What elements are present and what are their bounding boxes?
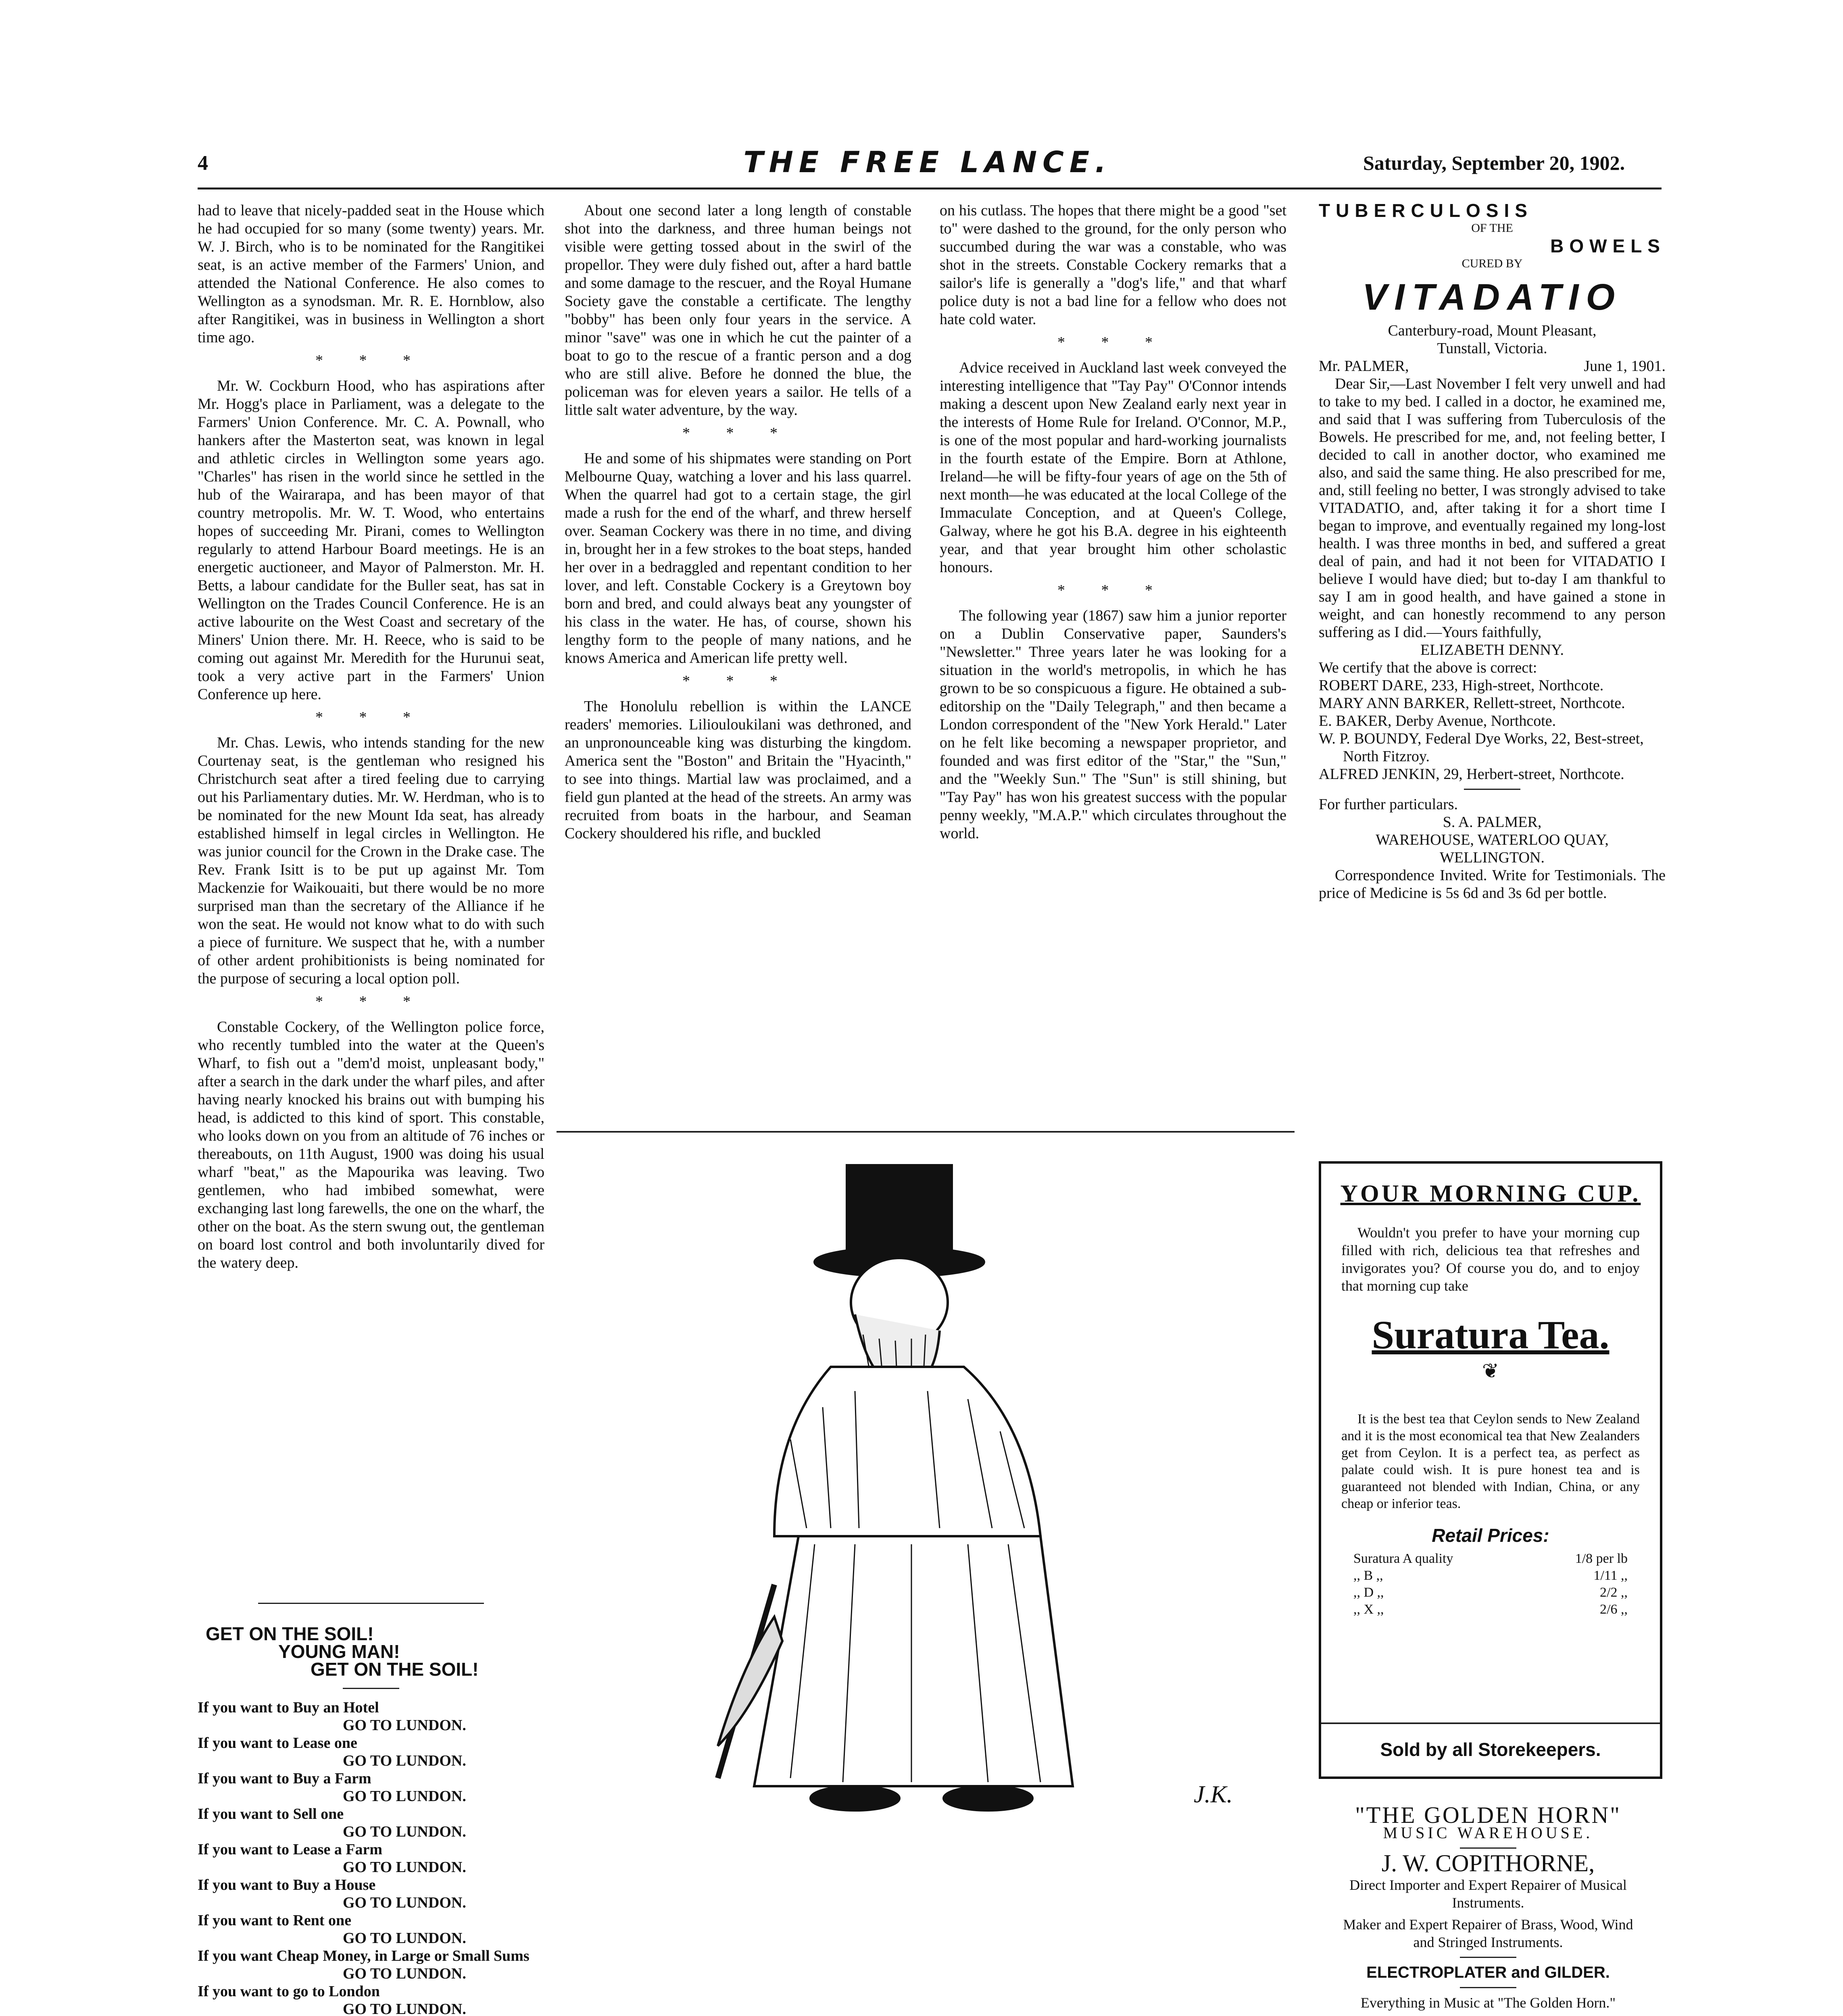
soil-go-to: GO TO LUNDON. (343, 1717, 466, 1734)
separator-stars: * * * (315, 352, 427, 369)
vit-witness: MARY ANN BARKER, Rellett-street, Northcote. (1319, 695, 1625, 712)
tea-brand: Suratura Tea. (1372, 1312, 1609, 1357)
tea-price-value: 1/11 ,, (1593, 1568, 1628, 1583)
soil-line: If you want to Sell one (198, 1806, 344, 1822)
col1-paragraph: Constable Cockery, of the Wellington police force, who recently tumbled into the water at the Queen's Wharf, to fish out a "dem'd moist, unpleasant body," after a search in the dark under the wharf piles, and after having nearly knocked his brains out with bumping his head, is addicted to this kind of sport. This constable, who looks down on you from an altitude of 76 inches or thereabouts, on 11th August, 1900 was doing his usual wharf "beat," as the Mapourika was leaving. Two gentlemen, who had imbibed somewhat, were exchanging last long farewells, the one on the wharf, the other on the boat. As the stern swung out, the gentleman on board lost control and both involuntarily dived for the watery deep. (198, 1018, 544, 1271)
soil-line: If you want to Buy an Hotel (198, 1699, 379, 1716)
vit-witness: W. P. BOUNDY, Federal Dye Works, 22, Best-street, North Fitzroy. (1319, 730, 1644, 765)
vit-certify: We certify that the above is correct: (1319, 659, 1537, 676)
col2-paragraph: About one second later a long length of constable shot into the darkness, and three human beings not visible were getting tossed about in the swirl of the propellor. They were duly fished out, after a hard battle and some damage to the rescuer, and the Royal Humane Society gave the constable a certificate. The lengthy "bobby" has been only four years in the service. A minor "save" was one in which he cut the painter of a boat to go to the rescue of a frantic person and a dog who are still alive. Before he donned the blue, the policeman was for eleven years a sailor. He tells of a little salt water adventure, by the way. (565, 202, 911, 419)
soil-go-to: GO TO LUNDON. (343, 1752, 466, 1769)
tea-price-quality: ,, X ,, (1353, 1602, 1384, 1617)
col1-paragraph: Mr. W. Cockburn Hood, who has aspirations after Mr. Hogg's place in Parliament, was a delegate to the Farmers' Union Conference. Mr. C. A. Pownall, who hankers after the Masterton seat, was known in legal and athletic circles in Wellington some years ago. "Charles" has risen in the world since he settled in the hub of the Wairarapa, and has been mayor of that country metropolis. Mr. W. T. Wood, who entertains hopes of succeeding Mr. Pirani, comes to Wellington regularly to attend Harbour Board meetings. He is an energetic auctioneer, and Mayor of Palmerston. Mr. H. Betts, a labour candidate for the Buller seat, has sat in Wellington on the Trades Council Conference. He is an active labourite on the West Coast and secretary of the Miners' Union there. Mr. H. Reece, who is said to be coming out against Mr. Meredith for the Hurunui seat, took a very active part in the Farmers' Union Conference up here. (198, 377, 544, 703)
cartoon-illustration (565, 1141, 1295, 1859)
col1-paragraph: Mr. Chas. Lewis, who intends standing for the new Courtenay seat, is the gentleman who resigned his Christchurch seat after a tired feeling due to carrying out his Parliamentary duties. Mr. W. Herdman, who is to be nominated for the new Mount Ida seat, has already established himself in legal circles in Wellington. He was junior council for the Crown in the Drake case. The Rev. Frank Isitt is to be put up against Mr. Tom Mackenzie for Waikouaiti, but there would be no more surprised man than the secretary of the Alliance if he won the seat. He would not know what to do with such a piece of furniture. We suspect that he, with a number of other ardent prohibitionists is being nominated for the purpose of securing a local option poll. (198, 734, 544, 987)
vit-h4: CURED BY (1461, 257, 1523, 270)
horn-line3: ELECTROPLATER and GILDER. (1366, 1964, 1610, 1981)
tea-rule (1321, 1722, 1660, 1724)
soil-go-to: GO TO LUNDON. (343, 1894, 466, 1911)
horn-line1: Direct Importer and Expert Repairer of Musical Instruments. (1349, 1877, 1627, 1911)
column-1 (198, 202, 544, 1276)
soil-line: If you want to Lease one (198, 1735, 357, 1752)
tea-title: YOUR MORNING CUP. (1340, 1180, 1641, 1207)
vit-witness: ROBERT DARE, 233, High-street, Northcote. (1319, 677, 1604, 694)
vit-salute: Mr. PALMER, (1319, 358, 1409, 375)
tea-price-value: 2/6 ,, (1600, 1602, 1628, 1617)
vit-h2: OF THE (1471, 221, 1513, 235)
tea-footer: Sold by all Storekeepers. (1380, 1739, 1601, 1760)
soil-lines (198, 1699, 544, 2016)
soil-line: If you want to go to London (198, 1983, 380, 2000)
horn-owner: J. W. COPITHORNE, (1381, 1850, 1595, 1876)
column-2 (565, 202, 911, 847)
tea-price-value: 1/8 per lb (1575, 1551, 1628, 1566)
issue-date: Saturday, September 20, 1902. (1363, 152, 1625, 174)
col1-paragraph: had to leave that nicely-padded seat in the House which he had occupied for so many (some twenty) years. Mr. W. J. Birch, who is to be nominated for the Rangitikei seat, is an active member of the Farmers' Union, and attended the National Conference. He also comes to Wellington as a synodsman. Mr. R. E. Hornblow, also after Rangitikei, was in business in Wellington a short time ago. (198, 202, 544, 346)
page-number: 4 (198, 152, 208, 175)
divider (1460, 1957, 1516, 1958)
soil-heading-3: GET ON THE SOIL! (311, 1659, 479, 1680)
tea-prices-label: Retail Prices: (1432, 1525, 1549, 1546)
vit-further: For further particulars. (1319, 796, 1458, 813)
tea-price-quality: ,, D ,, (1353, 1585, 1384, 1600)
tea-price-row (1353, 1550, 1628, 1567)
soil-line: If you want to Lease a Farm (198, 1841, 383, 1858)
illustration-top-rule (557, 1131, 1295, 1133)
separator-stars: * * * (1057, 334, 1169, 351)
tea-intro: Wouldn't you prefer to have your morning cup filled with rich, delicious tea that refreshes and invigorates you? Of course you do, and to enjoy that morning cup take (1341, 1225, 1640, 1294)
soil-line: If you want to Rent one (198, 1912, 352, 1929)
tea-price-value: 2/2 ,, (1600, 1585, 1628, 1600)
soil-ad (198, 1625, 544, 2016)
vit-salute-row (1319, 357, 1666, 375)
separator-stars: * * * (682, 673, 794, 689)
soil-line: If you want to Buy a House (198, 1876, 376, 1893)
soil-line: If you want to Buy a Farm (198, 1770, 371, 1787)
horn-ad (1319, 1802, 1657, 2016)
divider (343, 1688, 399, 1689)
soil-go-to: GO TO LUNDON. (343, 1930, 466, 1947)
vit-addr2: Tunstall, Victoria. (1437, 340, 1547, 357)
ornament-icon: ❦ (1482, 1360, 1499, 1382)
tea-price-row (1353, 1601, 1628, 1618)
tea-price-row (1353, 1567, 1628, 1584)
vit-addr1: Canterbury-road, Mount Pleasant, (1388, 322, 1597, 339)
vit-witness: E. BAKER, Derby Avenue, Northcote. (1319, 712, 1556, 729)
vit-agent: S. A. PALMER, (1443, 814, 1542, 831)
divider (1464, 789, 1520, 790)
tea-price-quality: ,, B ,, (1353, 1568, 1383, 1583)
col2-paragraph: The Honolulu rebellion is within the LANCE readers' memories. Liliouloukilani was dethroned, and an unpronounceable king was disturbing the kingdom. America sent the "Boston" and Britain the "Hyacinth," to see into things. Martial law was proclaimed, and a field gun planted at the head of the streets. An army was recruited from boats in the harbour, and Seaman Cockery shouldered his rifle, and buckled (565, 698, 911, 842)
soil-line: If you want Cheap Money, in Large or Small Sums (198, 1947, 530, 1964)
vit-city: WELLINGTON. (1440, 849, 1545, 866)
soil-go-to: GO TO LUNDON. (343, 1859, 466, 1876)
separator-stars: * * * (315, 993, 427, 1010)
tea-price-row (1353, 1584, 1628, 1601)
soil-go-to: GO TO LUNDON. (343, 2001, 466, 2016)
horn-title: "THE GOLDEN HORN" (1355, 1802, 1621, 1828)
column-3 (940, 202, 1286, 847)
col3-paragraph: on his cutlass. The hopes that there might be a good "set to" were dashed to the ground, for the only person who succumbed during the war was a constable, who was shot in the streets. Constable Cockery remarks that a sailor's life is generally a "dog's life," and that wharf police duty is not a bad line for a fellow who does not hate cold water. (940, 202, 1286, 328)
vit-letter: Dear Sir,—Last November I felt very unwell and had to take to my bed. I called in a doctor, he examined me, and said that I was suffering from Tuberculosis of the Bowels. He prescribed for me, and, not feeling better, I decided to call in another doctor, who examined me also, and said the same thing. He also prescribed for me, and, still feeling no better, I was strongly advised to take VITADATIO, and, after taking it for a short time I began to improve, and eventually regained my long-lost health. I was three months in bed, and suffered a great deal of pain, and had it not been for VITADATIO I believe I would have died; but to-day I am thankful to say I am in good health, and have gained a stone in weight, and can honestly recommend to any person suffering as I did.—Yours faithfully, (1319, 375, 1666, 641)
cartoon-signature: J.K. (1194, 1781, 1233, 1808)
col3-paragraph: Advice received in Auckland last week conveyed the interesting intelligence that "Tay Pay" O'Connor intends making a descent upon New Zealand early next year in the interests of Home Rule for Ireland. O'Connor, M.P., is one of the most popular and hard-working journalists in the fourth estate of the Empire. Born at Athlone, Ireland—he will be fifty-four years of age on the 5th of next month—he was educated at the local College of the Immaculate Conception, and at Queen's College, Galway, where he got his B.A. degree in his eighteenth year, and that year brought him other scholastic honours. (940, 359, 1286, 576)
vit-signer: ELIZABETH DENNY. (1420, 641, 1564, 658)
vit-h3: BOWELS (1550, 235, 1666, 256)
horn-sub: MUSIC WAREHOUSE. (1383, 1824, 1593, 1842)
soil-go-to: GO TO LUNDON. (343, 1965, 466, 1982)
soil-heading-1: GET ON THE SOIL! (206, 1623, 374, 1644)
tea-price-quality: Suratura A quality (1353, 1551, 1453, 1566)
tea-prices (1353, 1550, 1628, 1618)
tea-ad (1319, 1161, 1662, 1779)
header-rule (198, 187, 1662, 190)
col1-rule (258, 1603, 484, 1604)
vitadatio-ad (1319, 202, 1666, 902)
soil-go-to: GO TO LUNDON. (343, 1823, 466, 1840)
tea-body: It is the best tea that Ceylon sends to New Zealand and it is the most economical tea that New Zealanders get from Ceylon. It is a perfect tea, as perfect as palate could wish. It is pure honest tea and is guaranteed not blended with Indian, China, or any cheap or inferior teas. (1341, 1412, 1640, 1511)
vit-witnesses (1319, 677, 1666, 783)
soil-heading-2: YOUNG MAN! (278, 1641, 400, 1662)
horn-line4: Everything in Music at "The Golden Horn." (1360, 1995, 1616, 2011)
separator-stars: * * * (682, 425, 794, 442)
vit-witness: ALFRED JENKIN, 29, Herbert-street, Northcote. (1319, 766, 1624, 783)
col2-paragraph: He and some of his shipmates were standing on Port Melbourne Quay, watching a lover and his lass quarrel. When the quarrel had got to a certain stage, the girl made a rush for the end of the wharf, and threw herself over. Seaman Cockery was there in no time, and diving in, brought her in a few strokes to the boat steps, handed her over in a bedraggled and repentant condition to her lover, and left. Constable Cockery is a Greytown boy born and bred, and could always beat any youngster of his class in the water. He has, of course, shown his lengthy form to the people of many nations, and he knows America and American life pretty well. (565, 450, 911, 666)
divider (1460, 1987, 1516, 1988)
divider (1460, 1847, 1516, 1849)
vit-brand: VITADATIO (1362, 277, 1622, 318)
vit-corr: Correspondence Invited. Write for Testimonials. The price of Medicine is 5s 6d and 3s 6d per bottle. (1319, 867, 1666, 902)
vit-warehouse: WAREHOUSE, WATERLOO QUAY, (1376, 831, 1609, 848)
masthead: THE FREE LANCE. (743, 145, 1112, 179)
separator-stars: * * * (1057, 582, 1169, 599)
soil-go-to: GO TO LUNDON. (343, 1788, 466, 1805)
vit-h1: TUBERCULOSIS (1319, 200, 1533, 221)
vit-date: June 1, 1901. (1584, 358, 1666, 375)
col3-paragraph: The following year (1867) saw him a junior reporter on a Dublin Conservative paper, Saunders's "Newsletter." Three years later he was looking for a situation in the world's metropolis, in which he has grown to be so conspicuous a figure. He obtained a sub-editorship on the "Daily Telegraph," and then became a London correspondent of the "New York Herald." Later on he felt like becoming a newspaper proprietor, and founded and was first editor of the "Star," the "Sun," and the "Weekly Sun." The "Sun" is still shining, but "Tay Pay" has won his greatest success with the popular penny weekly, "M.A.P." which circulates throughout the world. (940, 607, 1286, 842)
horn-line2: Maker and Expert Repairer of Brass, Wood, Wind and Stringed Instruments. (1343, 1916, 1633, 1950)
separator-stars: * * * (315, 709, 427, 726)
